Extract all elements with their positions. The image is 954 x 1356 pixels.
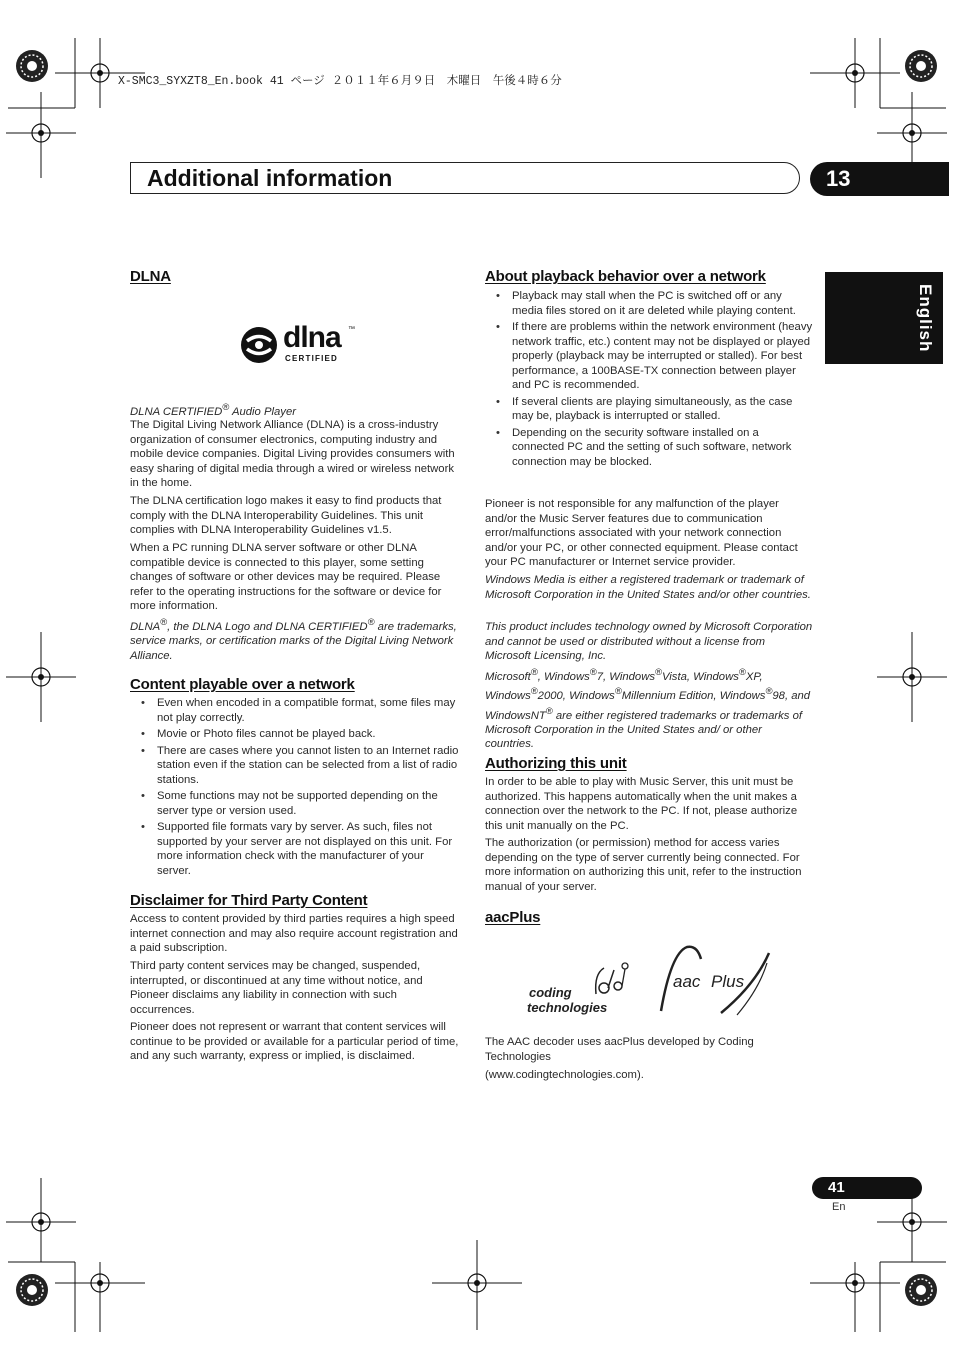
content-bullet-list [130, 696, 460, 880]
aacplus-paragraph: The AAC decoder uses aacPlus developed by Coding Technologies [485, 1036, 754, 1063]
tm-text: Windows [609, 670, 656, 683]
dlna-caption-reg: ® [222, 401, 230, 412]
aacplus-paragraph: (www.codingtechnologies.com). [485, 1069, 644, 1081]
tm-text: 98, [772, 690, 792, 703]
tm-text: Windows [544, 670, 590, 683]
reg-mark: ® [545, 704, 553, 716]
tm-text: 2000, [537, 690, 570, 703]
dlna-logo-wordmark: dlna [283, 321, 341, 354]
list-item: • If there are problems within the network environment (heavy network traffic, etc.) content may not be displayed or played properly (playback may be interrupted or stalled). For best performance, a 100BASE-TX connection between player and PC is recommended. [485, 320, 813, 393]
reg-mark: ® [614, 685, 622, 697]
page-title: Additional information [147, 165, 393, 191]
tm-text: Microsoft [485, 670, 531, 683]
tm-text: Millennium Edition, [621, 690, 720, 703]
playback-paragraph: Pioneer is not responsible for any malfunction of the player and/or the Music Server features due to communication error/malfunctions associated with your network connection and/or your PC, or other connected equipment. Please contact your PC manufacturer or Internet service provider. [485, 498, 798, 568]
chapter-number-tab [810, 162, 949, 196]
list-item: • Even when encoded in a compatible format, some files may not play correctly. [130, 696, 460, 725]
language-tab [825, 272, 943, 364]
language-tab-label: English [916, 283, 935, 353]
list-item: • Depending on the security software installed on a connected PC and the setting of such software, network connection may be blocked. [485, 426, 813, 470]
list-item: • Playback may stall when the PC is switched off or any media files stored on it are deleted while playing content. [485, 289, 813, 318]
list-item: • Some functions may not be supported depending on the server type or version used. [130, 789, 460, 818]
dlna-caption-text: DLNA CERTIFIED [130, 405, 223, 418]
reg-mark: ® [160, 616, 168, 627]
section-heading-dlna: DLNA [130, 268, 171, 285]
dlna-paragraph: The DLNA certification logo makes it easy to find products that comply with the DLNA Interoperability Guidelines. This unit complies with DLNA Interoperability Guidelines v1.5. [130, 495, 442, 536]
coding-logo-word-technologies: technologies [527, 1000, 608, 1015]
disclaimer-paragraph: Pioneer does not represent or warrant that content services will continue to be provided or available for a particular period of time, and any such warranty, express or implied, is disclaimed. [130, 1021, 459, 1062]
tm-text: XP, [745, 670, 763, 683]
trademark-text: are trademarks, service marks, or certification marks of the Digital Living Network Alliance. [130, 620, 457, 662]
dlna-caption-tail: Audio Player [229, 405, 296, 418]
dlna-logo [238, 321, 358, 366]
reg-mark: ® [765, 685, 773, 697]
trademark-text: DLNA [130, 620, 161, 633]
disclaimer-paragraph: Third party content services may be changed, suspended, interrupted, or discontinued at any time without notice, and Pioneer disclaims any liability in connection with such occurrences. [130, 960, 423, 1016]
windows-media-note: Windows Media is either a registered trademark or trademark of Microsoft Corporation in the United States and/or other countries. [485, 574, 811, 601]
book-print-info: X-SMC3_SYXZT8_En.book 41 ページ ２０１１年６月９日 木曜日 午後４時６分 [118, 75, 562, 88]
aacplus-logo-plus: Plus [711, 972, 745, 991]
disclaimer-paragraph: Access to content provided by third parties requires a high speed internet connection and may also require account registration and a paid subscription. [130, 913, 458, 954]
dlna-logo-icon [238, 324, 282, 366]
playback-bullet-list [485, 289, 813, 471]
coding-technologies-logo [527, 960, 642, 1018]
microsoft-trademark-note [485, 665, 813, 752]
dlna-paragraph: The Digital Living Network Alliance (DLNA) is a cross-industry organization of consumer electronics, computing industry and mobile device companies. Digital Living provides consumers with easy sharing of digital media through a wired or wireless network in the home. [130, 419, 455, 489]
reg-mark: ® [589, 666, 597, 677]
authorizing-paragraph: In order to be able to play with Music Server, this unit must be authorized. This happens automatically when the unit makes a connection over the network to the PC. If not, please authorize this unit manually on the PC. [485, 776, 798, 832]
reg-mark: ® [530, 685, 538, 697]
dlna-paragraph: When a PC running DLNA server software or other DLNA compatible device is connected to this player, some setting changes of software or other devices may be required. Please refer to the operating instructions for the software or device for more information. [130, 542, 442, 612]
list-item: • Supported file formats vary by server. As such, files not supported by your server are not displayed on this unit. For more information check with the manufacturer of your server. [130, 820, 460, 878]
section-heading-disclaimer: Disclaimer for Third Party Content [130, 892, 368, 909]
tm-text: 7, [596, 670, 610, 683]
tm-text: Windows [485, 690, 531, 703]
reg-mark: ® [367, 616, 375, 627]
dlna-logo-certified: CERTIFIED [285, 354, 339, 363]
chapter-number: 13 [826, 166, 851, 191]
tm-text: Windows [719, 690, 766, 703]
coding-technologies-logo-icon [592, 960, 632, 1000]
dlna-logo-tm: ™ [348, 326, 355, 333]
tm-text: are either registered trademarks or trademarks of Microsoft Corporation in the United States and/ or other countries. [485, 709, 802, 751]
authorizing-paragraph: The authorization (or permission) method for access varies depending on the type of server currently being connected. For more information on authorizing this unit, refer to the instruction manual of your server. [485, 837, 802, 893]
reg-mark: ® [530, 666, 538, 677]
section-heading-authorizing: Authorizing this unit [485, 755, 627, 772]
microsoft-license-note: This product includes technology owned by Microsoft Corporation and cannot be used or distributed without a license from Microsoft Licensing, Inc. [485, 621, 813, 662]
tm-text: Windows [693, 670, 739, 683]
tm-text: Windows [569, 690, 615, 703]
reg-mark: ® [655, 666, 662, 677]
section-heading-aacplus: aacPlus [485, 909, 541, 926]
list-item: • Movie or Photo files cannot be played back. [130, 727, 460, 742]
tm-text: , [537, 670, 545, 683]
dlna-trademark-note [130, 615, 460, 663]
list-item: • If several clients are playing simultaneously, as the case may be, playback is interrupted or stalled. [485, 395, 813, 424]
tm-text: Vista, [661, 670, 694, 683]
tm-text: and WindowsNT [485, 690, 811, 722]
aacplus-logo [657, 945, 771, 1017]
page-language: En [832, 1201, 846, 1213]
page-number: 41 [828, 1179, 845, 1196]
page-number-tab [812, 1177, 922, 1199]
coding-logo-word-coding: coding [529, 985, 572, 1000]
section-heading-playback: About playback behavior over a network [485, 268, 766, 285]
trademark-text: , the DLNA Logo and DLNA CERTIFIED [167, 620, 368, 633]
reg-mark: ® [738, 666, 746, 677]
list-item: • There are cases where you cannot listen to an Internet radio station even if the station can be selected from a list of radio stations. [130, 744, 460, 788]
aacplus-logo-aac: aac [673, 972, 701, 991]
dlna-caption [130, 400, 458, 419]
section-heading-content-playable: Content playable over a network [130, 676, 355, 693]
chapter-header-bar [130, 162, 800, 194]
